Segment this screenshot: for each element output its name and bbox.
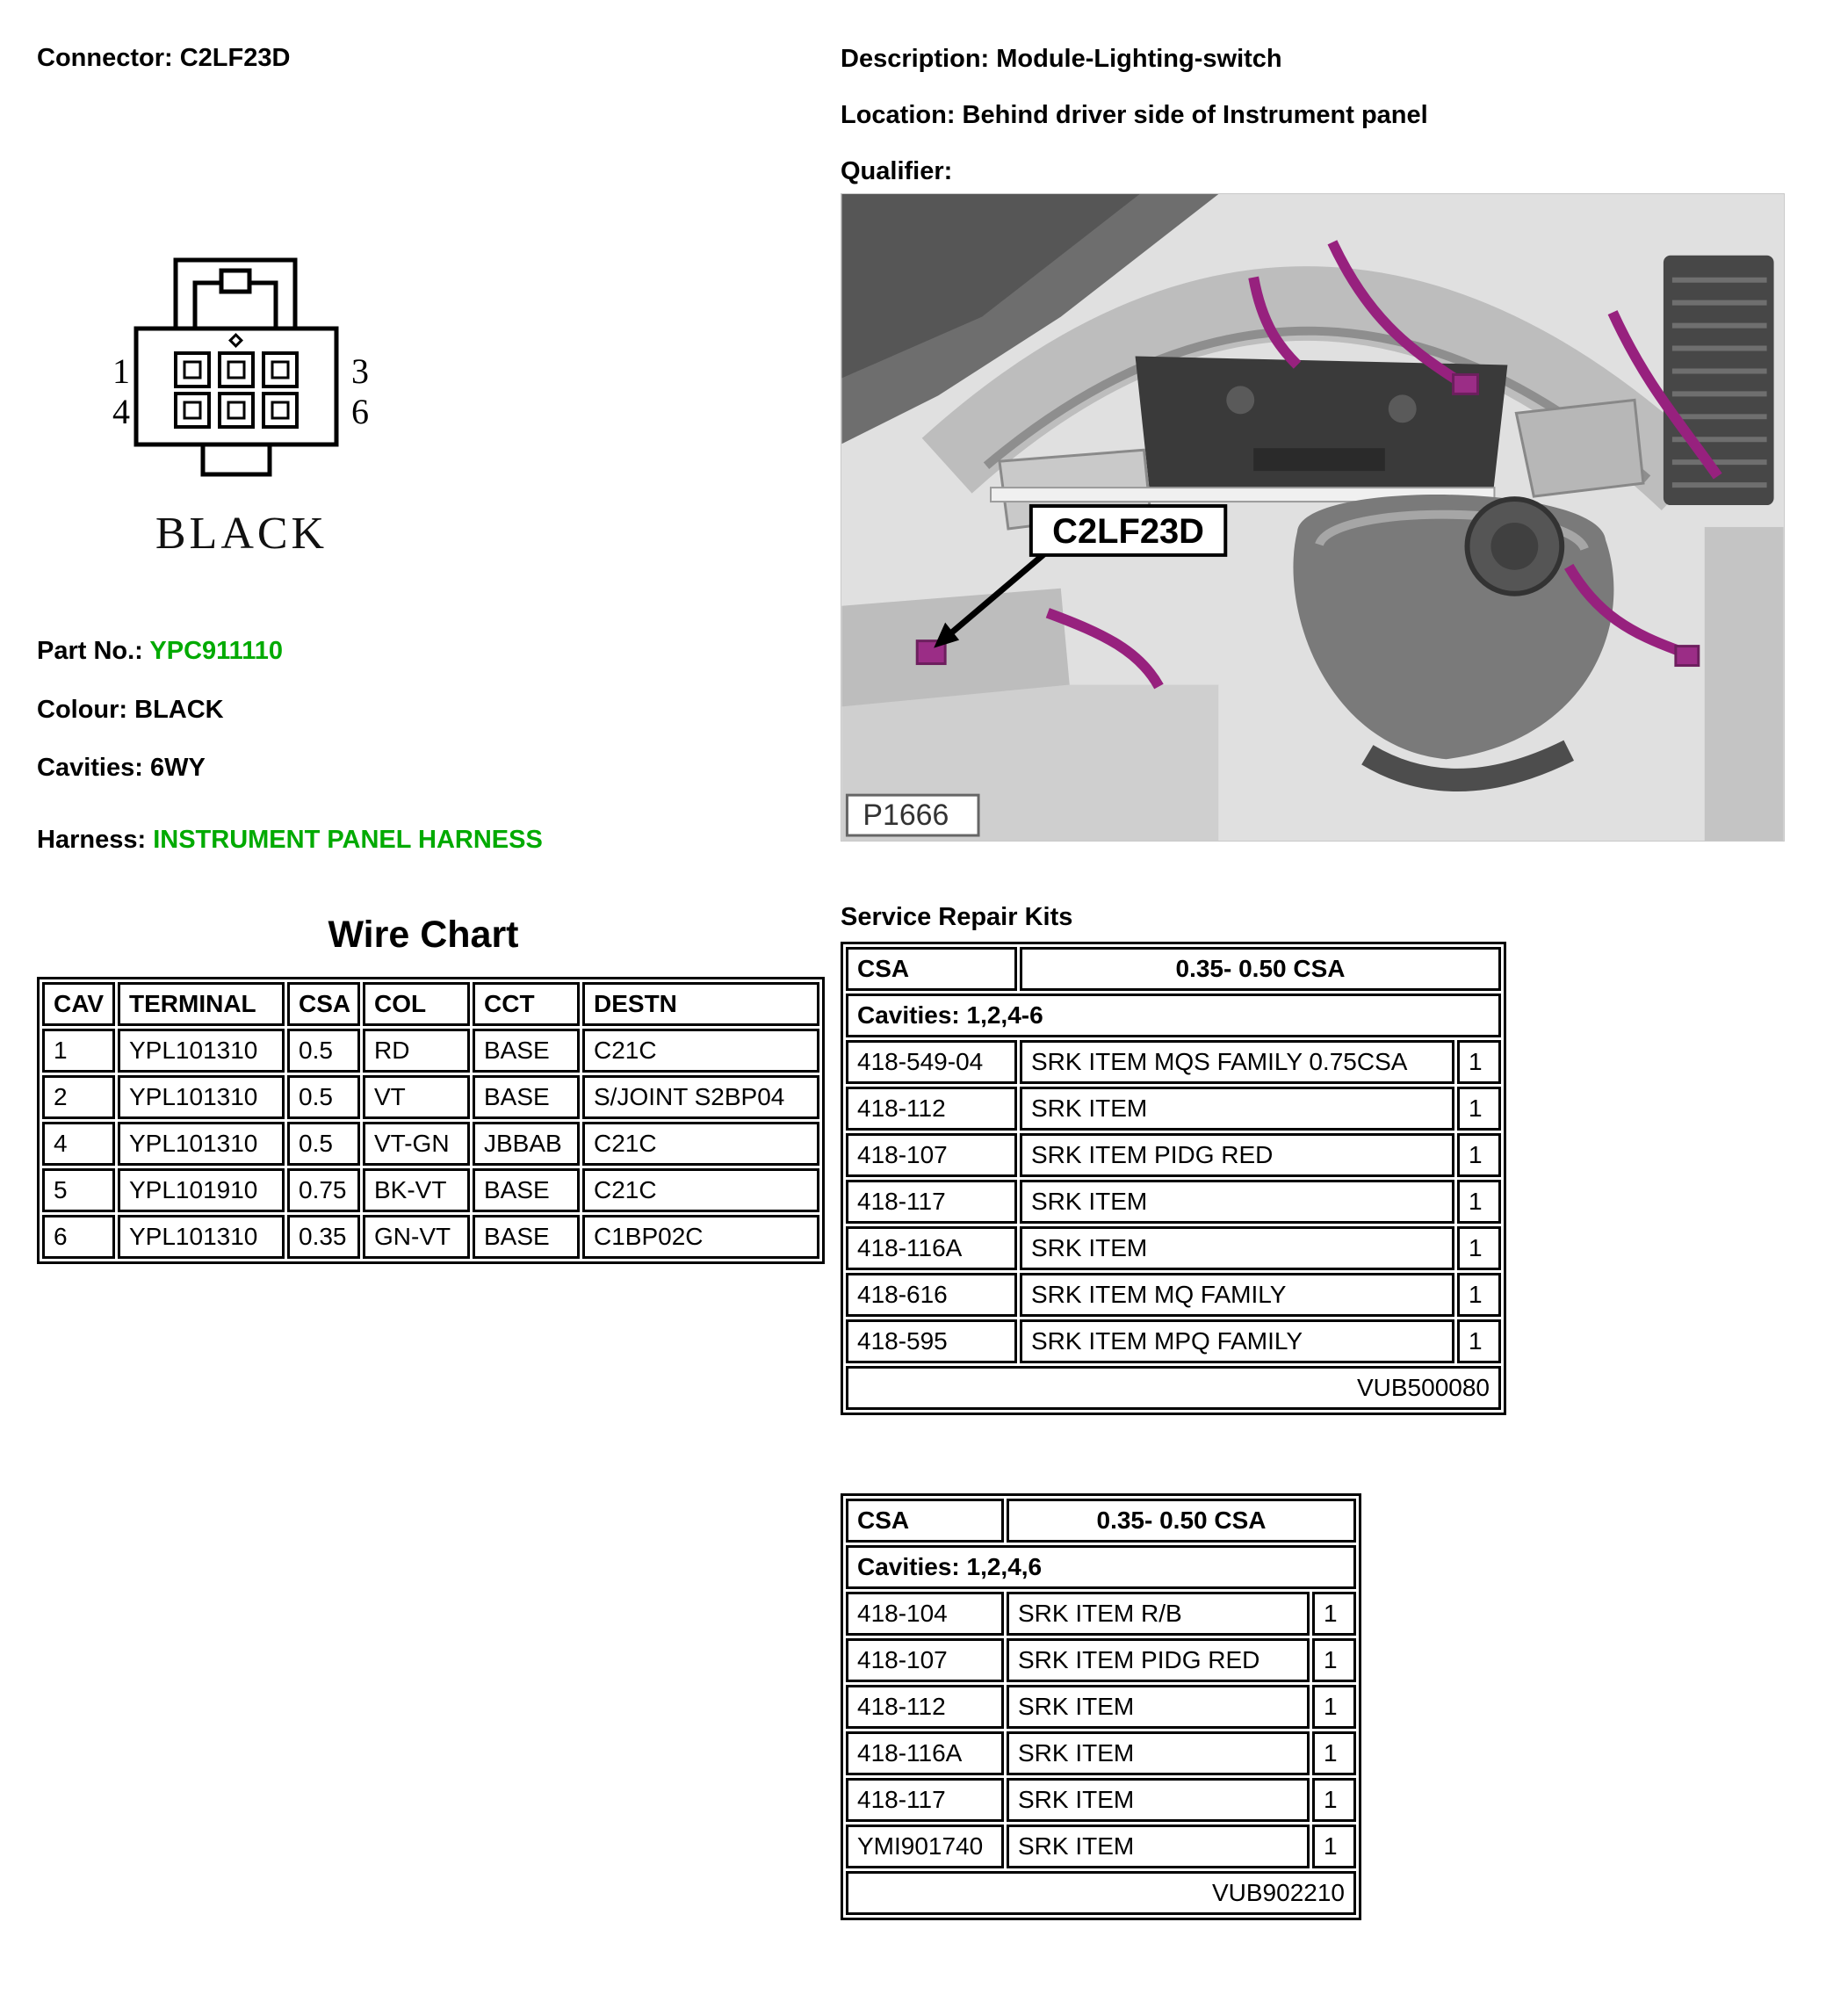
cell-col: RD — [363, 1029, 470, 1073]
pin-label-4: 4 — [112, 392, 130, 431]
cell-cav: 2 — [42, 1075, 115, 1119]
table-row — [42, 1122, 819, 1166]
connector-colour-caption: BLACK — [155, 509, 328, 559]
cell-csa: 0.35 — [287, 1215, 360, 1259]
cell-cct: BASE — [473, 1029, 580, 1073]
kit-part: 418-116A — [846, 1226, 1017, 1270]
kit-qty: 1 — [1312, 1638, 1356, 1682]
kit-desc: SRK ITEM R/B — [1007, 1592, 1310, 1636]
csa-header: CSA — [846, 947, 1017, 991]
srk-header-row — [846, 947, 1501, 991]
kit-desc: SRK ITEM — [1020, 1226, 1454, 1270]
table-row — [846, 1778, 1356, 1822]
pin-label-3: 3 — [351, 351, 369, 391]
kit-qty: 1 — [1457, 1319, 1501, 1363]
cell-csa: 0.5 — [287, 1075, 360, 1119]
wire-chart-header-row — [42, 982, 819, 1026]
table-row — [846, 1040, 1501, 1084]
srk-footer-row — [846, 1871, 1356, 1915]
kit-desc: SRK ITEM — [1007, 1685, 1310, 1729]
cavities-line: Cavities: 6WY — [37, 754, 206, 782]
csa-range-header: 0.35- 0.50 CSA — [1007, 1499, 1356, 1543]
table-row — [846, 1180, 1501, 1224]
kit-qty: 1 — [1457, 1040, 1501, 1084]
kit-part: 418-116A — [846, 1731, 1004, 1775]
table-row — [846, 1731, 1356, 1775]
kit-reference: VUB500080 — [846, 1366, 1501, 1410]
kit-part: 418-549-04 — [846, 1040, 1017, 1084]
kit-desc: SRK ITEM — [1007, 1778, 1310, 1822]
table-row — [846, 1592, 1356, 1636]
col-header: DESTN — [582, 982, 819, 1026]
kit-reference: VUB902210 — [846, 1871, 1356, 1915]
figure-id-label: P1666 — [862, 798, 949, 833]
csa-range-header: 0.35- 0.50 CSA — [1020, 947, 1501, 991]
harness-label: Harness: — [37, 826, 147, 854]
kit-desc: SRK ITEM PIDG RED — [1020, 1133, 1454, 1177]
col-header: CAV — [42, 982, 115, 1026]
service-repair-kits-table-1 — [841, 942, 1506, 1415]
col-header: CCT — [473, 982, 580, 1026]
table-row — [846, 1133, 1501, 1177]
cell-col: GN-VT — [363, 1215, 470, 1259]
figure-id — [847, 795, 978, 835]
table-row — [846, 1319, 1501, 1363]
service-repair-kits-title: Service Repair Kits — [841, 903, 1073, 931]
location-line: Location: Behind driver side of Instrument panel — [841, 100, 1428, 129]
kit-desc: SRK ITEM — [1020, 1180, 1454, 1224]
part-no-line — [37, 637, 283, 666]
kit-desc: SRK ITEM — [1020, 1087, 1454, 1131]
kit-desc: SRK ITEM MQ FAMILY — [1020, 1273, 1454, 1317]
srk-footer-row — [846, 1366, 1501, 1410]
kit-desc: SRK ITEM MPQ FAMILY — [1020, 1319, 1454, 1363]
kit-part: 418-107 — [846, 1638, 1004, 1682]
kit-qty: 1 — [1457, 1180, 1501, 1224]
table-row — [42, 1029, 819, 1073]
table-row — [42, 1168, 819, 1212]
kit-part: 418-595 — [846, 1319, 1017, 1363]
cell-cav: 5 — [42, 1168, 115, 1212]
colour-line: Colour: BLACK — [37, 696, 224, 724]
cell-cct: BASE — [473, 1075, 580, 1119]
cell-destn: S/JOINT S2BP04 — [582, 1075, 819, 1119]
cell-col: BK-VT — [363, 1168, 470, 1212]
csa-header: CSA — [846, 1499, 1004, 1543]
cell-terminal: YPL101910 — [118, 1168, 285, 1212]
qualifier-line: Qualifier: — [841, 156, 953, 185]
kit-qty: 1 — [1457, 1087, 1501, 1131]
pin-label-1: 1 — [112, 351, 130, 391]
srk-cavities-row — [846, 1545, 1356, 1589]
cell-cav: 6 — [42, 1215, 115, 1259]
table-row — [846, 1087, 1501, 1131]
cell-destn: C21C — [582, 1029, 819, 1073]
cell-cct: JBBAB — [473, 1122, 580, 1166]
kit-part: 418-112 — [846, 1087, 1017, 1131]
srk-cavities-row — [846, 994, 1501, 1037]
harness-line — [37, 826, 543, 855]
cell-terminal: YPL101310 — [118, 1029, 285, 1073]
table-row — [846, 1226, 1501, 1270]
kit-qty: 1 — [1457, 1133, 1501, 1177]
table-row — [846, 1638, 1356, 1682]
wire-chart-title: Wire Chart — [328, 914, 519, 956]
kit-qty: 1 — [1457, 1226, 1501, 1270]
kit-desc: SRK ITEM — [1007, 1825, 1310, 1868]
col-header: TERMINAL — [118, 982, 285, 1026]
cell-cct: BASE — [473, 1168, 580, 1212]
kit-part: 418-117 — [846, 1180, 1017, 1224]
cell-csa: 0.5 — [287, 1029, 360, 1073]
part-no-label: Part No.: — [37, 637, 143, 665]
cavities-cell: Cavities: 1,2,4,6 — [846, 1545, 1356, 1589]
cell-terminal: YPL101310 — [118, 1215, 285, 1259]
connector-title: Connector: C2LF23D — [37, 44, 291, 72]
table-row — [846, 1273, 1501, 1317]
col-header: COL — [363, 982, 470, 1026]
kit-part: YMI901740 — [846, 1825, 1004, 1868]
cell-cav: 1 — [42, 1029, 115, 1073]
harness-value: INSTRUMENT PANEL HARNESS — [153, 826, 543, 854]
kit-desc: SRK ITEM MQS FAMILY 0.75CSA — [1020, 1040, 1454, 1084]
kit-part: 418-104 — [846, 1592, 1004, 1636]
cell-csa: 0.75 — [287, 1168, 360, 1212]
kit-part: 418-112 — [846, 1685, 1004, 1729]
cavities-cell: Cavities: 1,2,4-6 — [846, 994, 1501, 1037]
kit-qty: 1 — [1312, 1825, 1356, 1868]
kit-qty: 1 — [1312, 1778, 1356, 1822]
cell-terminal: YPL101310 — [118, 1075, 285, 1119]
kit-qty: 1 — [1312, 1731, 1356, 1775]
col-header: CSA — [287, 982, 360, 1026]
cell-destn: C21C — [582, 1122, 819, 1166]
table-row — [846, 1825, 1356, 1868]
kit-part: 418-117 — [846, 1778, 1004, 1822]
part-no-value: YPC911110 — [149, 637, 283, 665]
description-line: Description: Module-Lighting-switch — [841, 45, 1282, 73]
cell-col: VT-GN — [363, 1122, 470, 1166]
service-repair-kits-table-2 — [841, 1493, 1361, 1920]
kit-part: 418-616 — [846, 1273, 1017, 1317]
cell-cct: BASE — [473, 1215, 580, 1259]
table-row — [42, 1075, 819, 1119]
location-photo — [841, 193, 1785, 842]
callout-label: C2LF23D — [1052, 511, 1204, 551]
pin-label-6: 6 — [351, 392, 369, 431]
kit-qty: 1 — [1312, 1685, 1356, 1729]
cell-col: VT — [363, 1075, 470, 1119]
cell-destn: C1BP02C — [582, 1215, 819, 1259]
kit-desc: SRK ITEM — [1007, 1731, 1310, 1775]
cell-csa: 0.5 — [287, 1122, 360, 1166]
connector-face-diagram — [88, 220, 395, 492]
kit-qty: 1 — [1457, 1273, 1501, 1317]
table-row — [42, 1215, 819, 1259]
kit-part: 418-107 — [846, 1133, 1017, 1177]
wire-chart-table — [37, 977, 825, 1264]
srk-header-row — [846, 1499, 1356, 1543]
cell-cav: 4 — [42, 1122, 115, 1166]
kit-desc: SRK ITEM PIDG RED — [1007, 1638, 1310, 1682]
cell-terminal: YPL101310 — [118, 1122, 285, 1166]
header-info — [841, 32, 1428, 199]
table-row — [846, 1685, 1356, 1729]
kit-qty: 1 — [1312, 1592, 1356, 1636]
cell-destn: C21C — [582, 1168, 819, 1212]
